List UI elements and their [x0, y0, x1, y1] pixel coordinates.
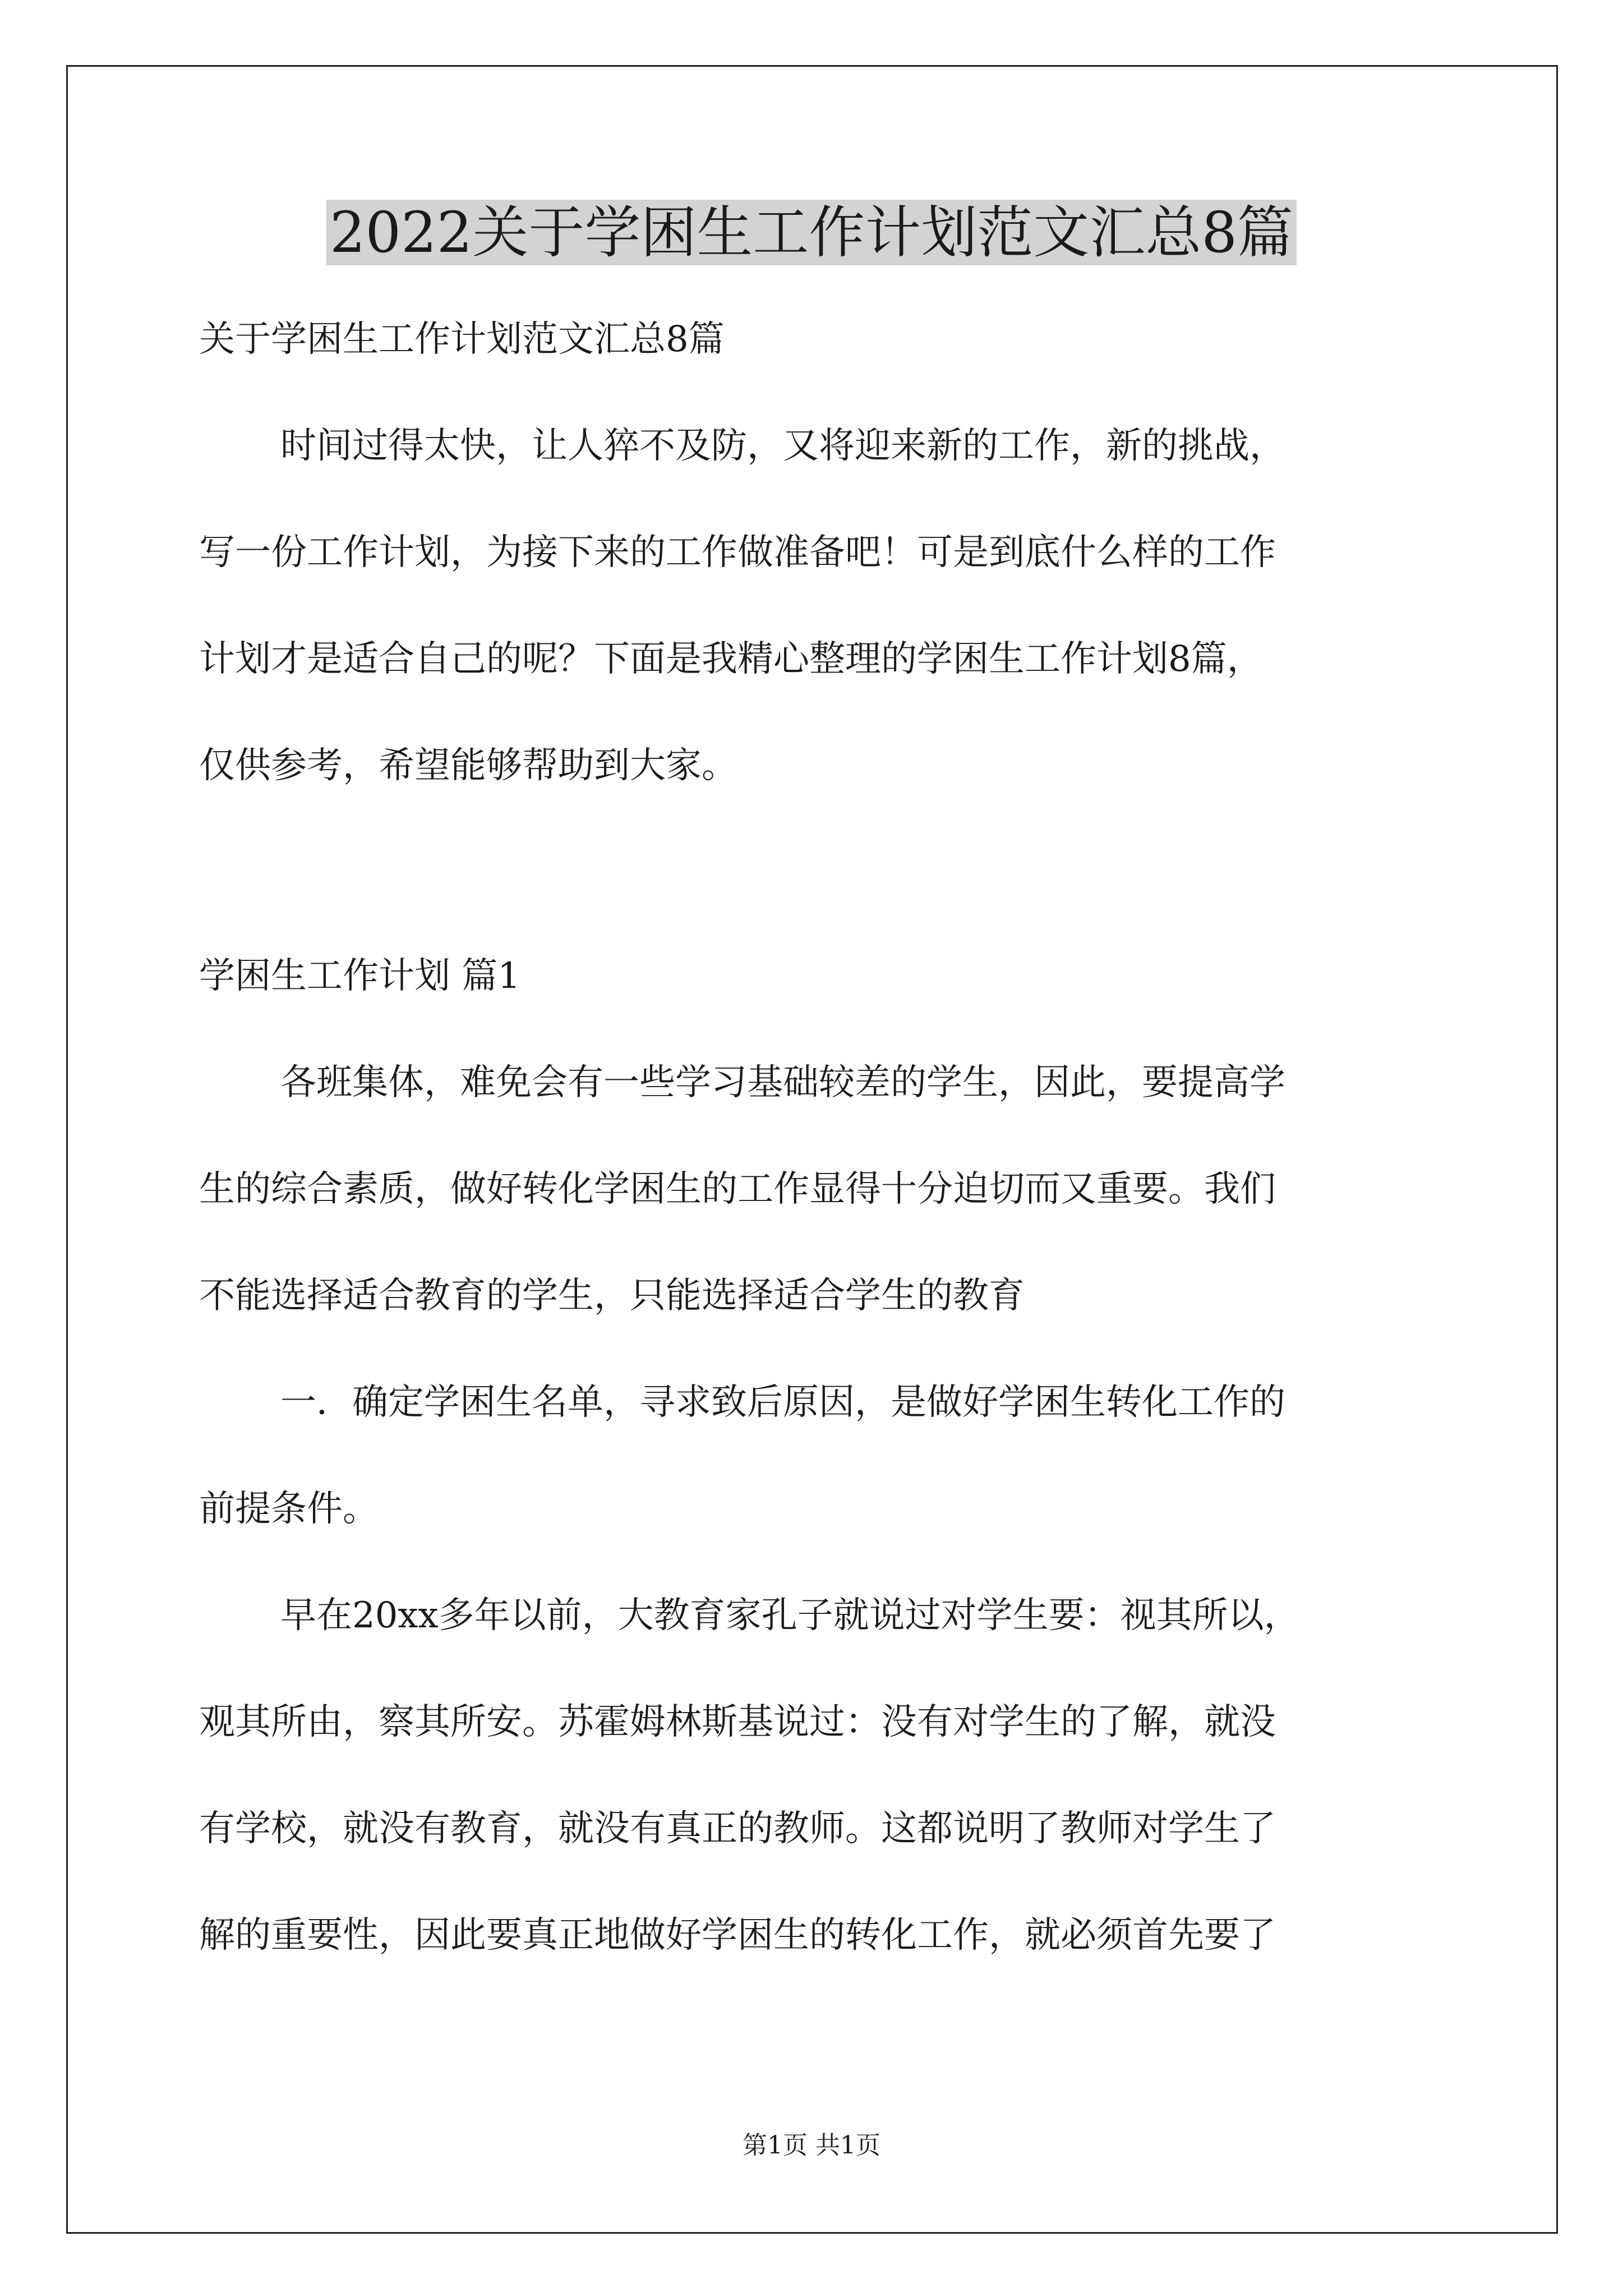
paragraph-line: 前提条件。 — [199, 1488, 379, 1530]
intro-line: 仅供参考，希望能够帮助到大家。 — [199, 745, 737, 786]
section-heading: 学困生工作计划 篇1 — [199, 955, 521, 997]
paragraph-line: 一．确定学困生名单，寻求致后原因，是做好学困生转化工作的 — [280, 1382, 1285, 1423]
paragraph-line: 解的重要性，因此要真正地做好学困生的转化工作，就必须首先要了 — [199, 1915, 1276, 1956]
paragraph-line: 不能选择适合教育的学生，只能选择适合学生的教育 — [199, 1275, 1025, 1317]
paragraph-line: 观其所由，察其所安。苏霍姆林斯基说过：没有对学生的了解，就没 — [199, 1701, 1276, 1743]
paragraph-line: 有学校，就没有教育，就没有真正的教师。这都说明了教师对学生了 — [199, 1808, 1276, 1849]
paragraph-line: 生的综合素质，做好转化学困生的工作显得十分迫切而又重要。我们 — [199, 1168, 1276, 1210]
paragraph-line: 各班集体，难免会有一些学习基础较差的学生，因此，要提高学 — [280, 1062, 1285, 1103]
document-title-text: 2022关于学困生工作计划范文汇总8篇 — [326, 200, 1297, 265]
intro-line: 写一份工作计划，为接下来的工作做准备吧！可是到底什么样的工作 — [199, 532, 1276, 573]
intro-line: 时间过得太快，让人猝不及防，又将迎来新的工作，新的挑战， — [280, 425, 1285, 467]
intro-line: 计划才是适合自己的呢？下面是我精心整理的学困生工作计划8篇， — [199, 638, 1263, 680]
subtitle: 关于学困生工作计划范文汇总8篇 — [199, 319, 725, 360]
document-title — [0, 191, 1623, 275]
paragraph-line: 早在20xx多年以前，大教育家孔子就说过对学生要：视其所以， — [280, 1595, 1300, 1636]
page-footer: 第1页 共1页 — [743, 2131, 880, 2160]
